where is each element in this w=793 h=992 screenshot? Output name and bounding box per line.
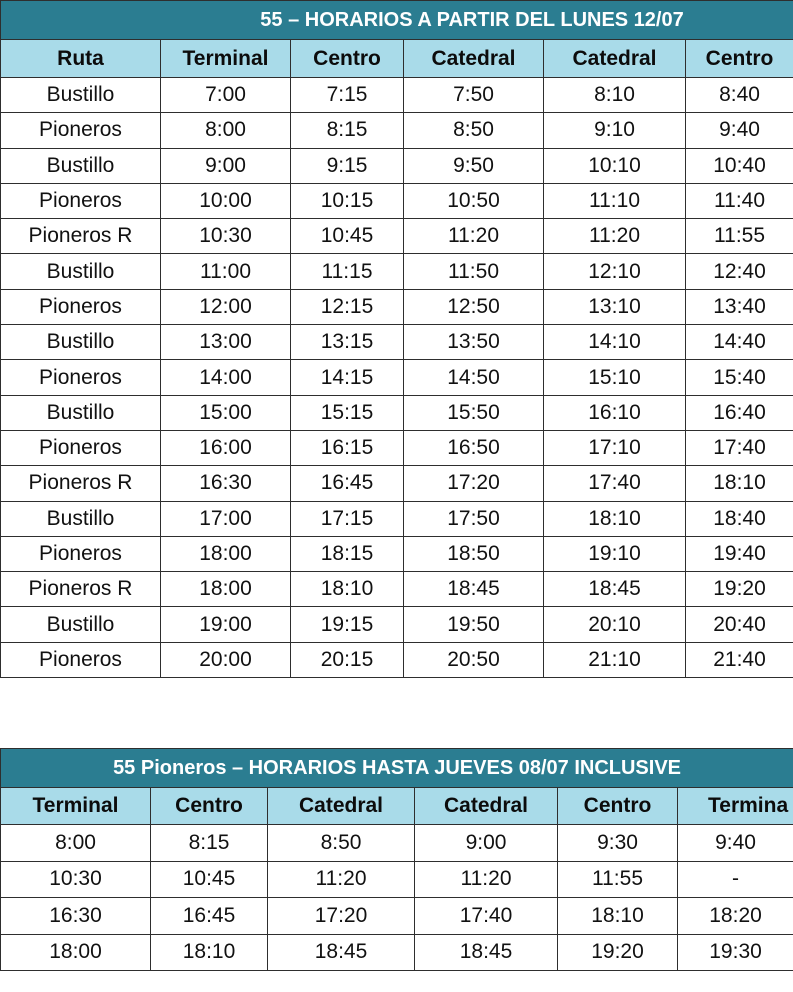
table-cell: 17:40: [544, 466, 686, 501]
column-header: Centro: [151, 788, 268, 825]
table-cell: 12:10: [544, 254, 686, 289]
schedule-table-until-thursday: [0, 748, 793, 971]
table-cell: 8:00: [1, 825, 151, 862]
table-cell: Bustillo: [1, 607, 161, 642]
table-title: 55 Pioneros – HORARIOS HASTA JUEVES 08/07 INCLUSIVE: [1, 749, 793, 788]
table-cell: 18:10: [151, 934, 268, 971]
table-cell: 11:10: [544, 183, 686, 218]
table-cell: 18:45: [544, 572, 686, 607]
table-cell: 18:00: [161, 572, 291, 607]
table-cell: 11:20: [404, 219, 544, 254]
table-cell: 20:00: [161, 642, 291, 677]
table-cell: 8:00: [161, 113, 291, 148]
table-cell: 10:10: [544, 148, 686, 183]
table-row: [1, 898, 793, 935]
table-cell: 7:00: [161, 78, 291, 113]
column-header: Catedral: [415, 788, 558, 825]
table-cell: 10:50: [404, 183, 544, 218]
table-cell: 18:10: [558, 898, 678, 935]
table-cell: 18:10: [544, 501, 686, 536]
table-cell: 17:40: [686, 430, 793, 465]
table-cell: 15:15: [291, 395, 404, 430]
table-cell: 16:50: [404, 430, 544, 465]
table-cell: 9:00: [415, 825, 558, 862]
table-row: [1, 825, 793, 862]
table-cell: 14:40: [686, 325, 793, 360]
table-row: [1, 325, 793, 360]
table-cell: 11:20: [268, 861, 415, 898]
table-cell: 18:15: [291, 536, 404, 571]
table-cell: 10:45: [291, 219, 404, 254]
table-cell: 21:40: [686, 642, 793, 677]
table-cell: 15:40: [686, 360, 793, 395]
table-cell: 11:00: [161, 254, 291, 289]
table-row: [1, 607, 793, 642]
column-header: Catedral: [404, 40, 544, 78]
table-cell: 18:00: [161, 536, 291, 571]
table-cell: Bustillo: [1, 325, 161, 360]
table-cell: 15:00: [161, 395, 291, 430]
table-cell: Bustillo: [1, 78, 161, 113]
table-cell: 9:40: [678, 825, 793, 862]
table-cell: 16:30: [161, 466, 291, 501]
table-title: 55 – HORARIOS A PARTIR DEL LUNES 12/07: [1, 1, 793, 40]
column-header: Terminal: [1, 788, 151, 825]
table-cell: 17:50: [404, 501, 544, 536]
table-cell: 19:20: [558, 934, 678, 971]
table-cell: 12:40: [686, 254, 793, 289]
table-row: [1, 360, 793, 395]
table-row: [1, 934, 793, 971]
table-row: [1, 430, 793, 465]
table-cell: 14:00: [161, 360, 291, 395]
table-cell: 19:40: [686, 536, 793, 571]
column-header: Termina: [678, 788, 793, 825]
table-cell: 11:50: [404, 254, 544, 289]
table-row: [1, 536, 793, 571]
table-cell: 11:20: [544, 219, 686, 254]
table-cell: 13:15: [291, 325, 404, 360]
table-cell: 19:00: [161, 607, 291, 642]
table-cell: 19:50: [404, 607, 544, 642]
table-cell: 10:15: [291, 183, 404, 218]
table-cell: 17:20: [268, 898, 415, 935]
table-row: [1, 183, 793, 218]
table-cell: 9:50: [404, 148, 544, 183]
header-row: [1, 40, 793, 78]
table-row: [1, 861, 793, 898]
table-cell: 16:40: [686, 395, 793, 430]
table-cell: 19:20: [686, 572, 793, 607]
table-body: [1, 825, 793, 971]
table-cell: 20:40: [686, 607, 793, 642]
table-cell: Pioneros R: [1, 572, 161, 607]
column-header: Centro: [291, 40, 404, 78]
table-cell: 18:45: [268, 934, 415, 971]
table-cell: 12:00: [161, 289, 291, 324]
table-row: [1, 466, 793, 501]
table-cell: 8:40: [686, 78, 793, 113]
table-cell: 19:10: [544, 536, 686, 571]
table-cell: 18:40: [686, 501, 793, 536]
table-cell: 11:15: [291, 254, 404, 289]
table-cell: 16:45: [291, 466, 404, 501]
table-cell: 16:45: [151, 898, 268, 935]
table-cell: 11:40: [686, 183, 793, 218]
table-cell: 16:30: [1, 898, 151, 935]
table-cell: 20:15: [291, 642, 404, 677]
table-cell: Pioneros: [1, 430, 161, 465]
table-cell: 18:20: [678, 898, 793, 935]
column-header: Ruta: [1, 40, 161, 78]
table-row: [1, 572, 793, 607]
table-cell: Pioneros R: [1, 219, 161, 254]
table-cell: 14:10: [544, 325, 686, 360]
column-header: Centro: [558, 788, 678, 825]
table-cell: Pioneros: [1, 642, 161, 677]
table-body: [1, 78, 793, 678]
table-cell: 17:20: [404, 466, 544, 501]
table-cell: Pioneros R: [1, 466, 161, 501]
table-cell: Bustillo: [1, 254, 161, 289]
table-cell: 18:45: [415, 934, 558, 971]
table-cell: 10:40: [686, 148, 793, 183]
table-cell: 17:40: [415, 898, 558, 935]
table-cell: 19:30: [678, 934, 793, 971]
table-cell: 9:40: [686, 113, 793, 148]
table-cell: 17:00: [161, 501, 291, 536]
table-row: [1, 113, 793, 148]
table-cell: 18:10: [291, 572, 404, 607]
table-row: [1, 78, 793, 113]
table-cell: 13:50: [404, 325, 544, 360]
table-cell: 12:50: [404, 289, 544, 324]
table-cell: 19:15: [291, 607, 404, 642]
table-cell: 15:50: [404, 395, 544, 430]
table-cell: 11:55: [686, 219, 793, 254]
table-cell: 13:10: [544, 289, 686, 324]
table-cell: 17:15: [291, 501, 404, 536]
table-row: [1, 642, 793, 677]
table-cell: 14:15: [291, 360, 404, 395]
table-cell: 13:00: [161, 325, 291, 360]
column-header: Centro: [686, 40, 793, 78]
table-cell: 16:10: [544, 395, 686, 430]
table-cell: 18:00: [1, 934, 151, 971]
table-cell: 18:10: [686, 466, 793, 501]
table-cell: 8:50: [404, 113, 544, 148]
table-cell: 20:10: [544, 607, 686, 642]
table-cell: Bustillo: [1, 501, 161, 536]
table-cell: Pioneros: [1, 113, 161, 148]
table-cell: 9:00: [161, 148, 291, 183]
table-cell: Pioneros: [1, 183, 161, 218]
table-row: [1, 254, 793, 289]
table-cell: 11:20: [415, 861, 558, 898]
table-cell: -: [678, 861, 793, 898]
table-cell: 9:30: [558, 825, 678, 862]
table-cell: Pioneros: [1, 360, 161, 395]
table-cell: 8:10: [544, 78, 686, 113]
table-cell: 13:40: [686, 289, 793, 324]
table-cell: 10:45: [151, 861, 268, 898]
table-cell: 16:00: [161, 430, 291, 465]
table-cell: 11:55: [558, 861, 678, 898]
table-cell: Bustillo: [1, 148, 161, 183]
table-row: [1, 289, 793, 324]
table-cell: 7:15: [291, 78, 404, 113]
table-cell: 10:00: [161, 183, 291, 218]
table-cell: 8:15: [291, 113, 404, 148]
table-cell: 9:10: [544, 113, 686, 148]
table-row: [1, 501, 793, 536]
table-cell: 7:50: [404, 78, 544, 113]
table-cell: 8:50: [268, 825, 415, 862]
table-cell: 14:50: [404, 360, 544, 395]
table-cell: 17:10: [544, 430, 686, 465]
table-cell: 8:15: [151, 825, 268, 862]
table-cell: 18:45: [404, 572, 544, 607]
table-cell: 18:50: [404, 536, 544, 571]
table-cell: 12:15: [291, 289, 404, 324]
table-cell: 9:15: [291, 148, 404, 183]
table-cell: 21:10: [544, 642, 686, 677]
table-cell: Pioneros: [1, 289, 161, 324]
table-row: [1, 395, 793, 430]
table-cell: 15:10: [544, 360, 686, 395]
table-row: [1, 219, 793, 254]
table-cell: 10:30: [161, 219, 291, 254]
table-cell: Pioneros: [1, 536, 161, 571]
column-header: Catedral: [544, 40, 686, 78]
column-header: Catedral: [268, 788, 415, 825]
table-cell: 20:50: [404, 642, 544, 677]
column-header: Terminal: [161, 40, 291, 78]
table-cell: 10:30: [1, 861, 151, 898]
table-cell: Bustillo: [1, 395, 161, 430]
table-row: [1, 148, 793, 183]
table-cell: 16:15: [291, 430, 404, 465]
header-row: [1, 788, 793, 825]
